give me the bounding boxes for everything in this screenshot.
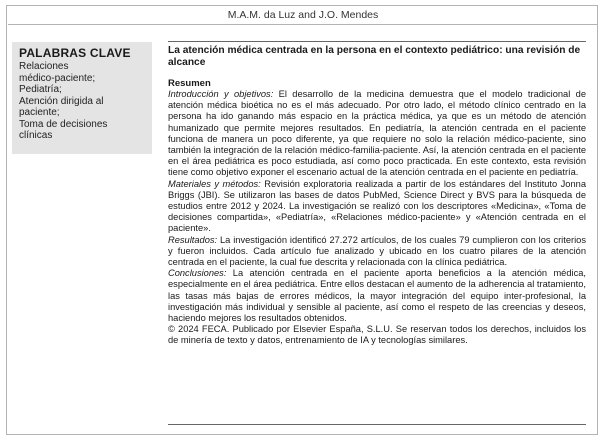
keyword-line: paciente;: [19, 107, 60, 118]
keywords-list: [19, 61, 145, 142]
section-label: Resultados:: [168, 234, 218, 245]
section-label: Materiales y métodos:: [168, 178, 261, 189]
abstract-section-conclusions: [168, 268, 586, 324]
keyword-line: Toma de decisiones: [19, 118, 108, 130]
keyword-line: Relaciones: [19, 61, 69, 72]
abstract-section-results: [168, 235, 586, 269]
keyword-line: Pediatría;: [19, 84, 62, 95]
abstract-body: [168, 89, 586, 347]
abstract-section-introduction: [168, 89, 586, 179]
section-text: La investigación identificó 27.272 artículos, de los cuales 79 cumplieron con los criterios y fueron incluidos. Cada artículo fue analizado y ubicado en los cuatro pilares de la atención centrada en el paciente, la cual fue descrita y relacionada con la clínica pediátrica.: [168, 234, 586, 268]
keyword-line: Atención dirigida al: [19, 95, 104, 107]
copyright-notice: © 2024 FECA. Publicado por Elsevier España, S.L.U. Se reservan todos los derechos, incluidos los de minería de texto y datos, entrenamiento de IA y tecnologías similares.: [168, 324, 586, 346]
article-title: La atención médica centrada en la persona en el contexto pediátrico: una revisión de alcance: [168, 45, 581, 68]
section-text: El desarrollo de la medicina demuestra que el modelo tradicional de atención médica bioética no es el más adecuado. Por otro lado, el método clínico centrado en la persona ha ido ganando más espacio en la práctica médica, ya que es un método de atención humanizado que permite mejores resultados. En pediatría, la atención centrada en el paciente funciona de manera un poco diferente, ya que requiere no solo la relación médico-paciente, sino también la integración de la relación médico-familia-paciente. Así, la atención centrada en el paciente en el área pediátrica es poco estudiada, así como poco practicada. En este contexto, esta revisión tiene como objetivo exponer el escenario actual de la atención centrada en el paciente en pediatría.: [168, 89, 586, 178]
keyword-line: clínicas: [19, 130, 53, 141]
abstract-column: [168, 42, 586, 347]
section-label: Conclusiones:: [168, 268, 227, 279]
section-label: Introducción y objetivos:: [168, 89, 274, 99]
keywords-title: PALABRAS CLAVE: [19, 46, 131, 60]
section-text: La atención centrada en el paciente aporta beneficios a la atención médica, especialmente en el área pediátrica. Entre ellos destacan el aumento de la adherencia al tratamiento, las tasas más bajas de errores médicos, la mayor integración del equipo inter-profesional, la investigación más individual y sensible al paciente, así como el respeto de las creencias y deseos, haciendo mejores los resultados obtenidos.: [168, 268, 586, 324]
resumen-heading: Resumen: [168, 78, 211, 89]
keyword-line: médico-paciente;: [19, 72, 96, 84]
abstract-section-methods: [168, 179, 586, 235]
bottom-rule: [168, 424, 586, 425]
keywords-box: [12, 42, 152, 154]
running-head: M.A.M. da Luz and J.O. Mendes: [8, 6, 598, 25]
section-text: Revisión exploratoria realizada a partir de los estándares del Instituto Jonna Briggs (JBI). Se utilizaron las bases de datos PubMed, Science Direct y BVS para la búsqueda de estudios entre 2012 y 2024. La investigación se realizó con los descriptores «Medicina», «Toma de decisiones compartida», «Pediatría», «Relaciones médico-paciente» y «Atención centrada en el paciente».: [168, 178, 586, 234]
